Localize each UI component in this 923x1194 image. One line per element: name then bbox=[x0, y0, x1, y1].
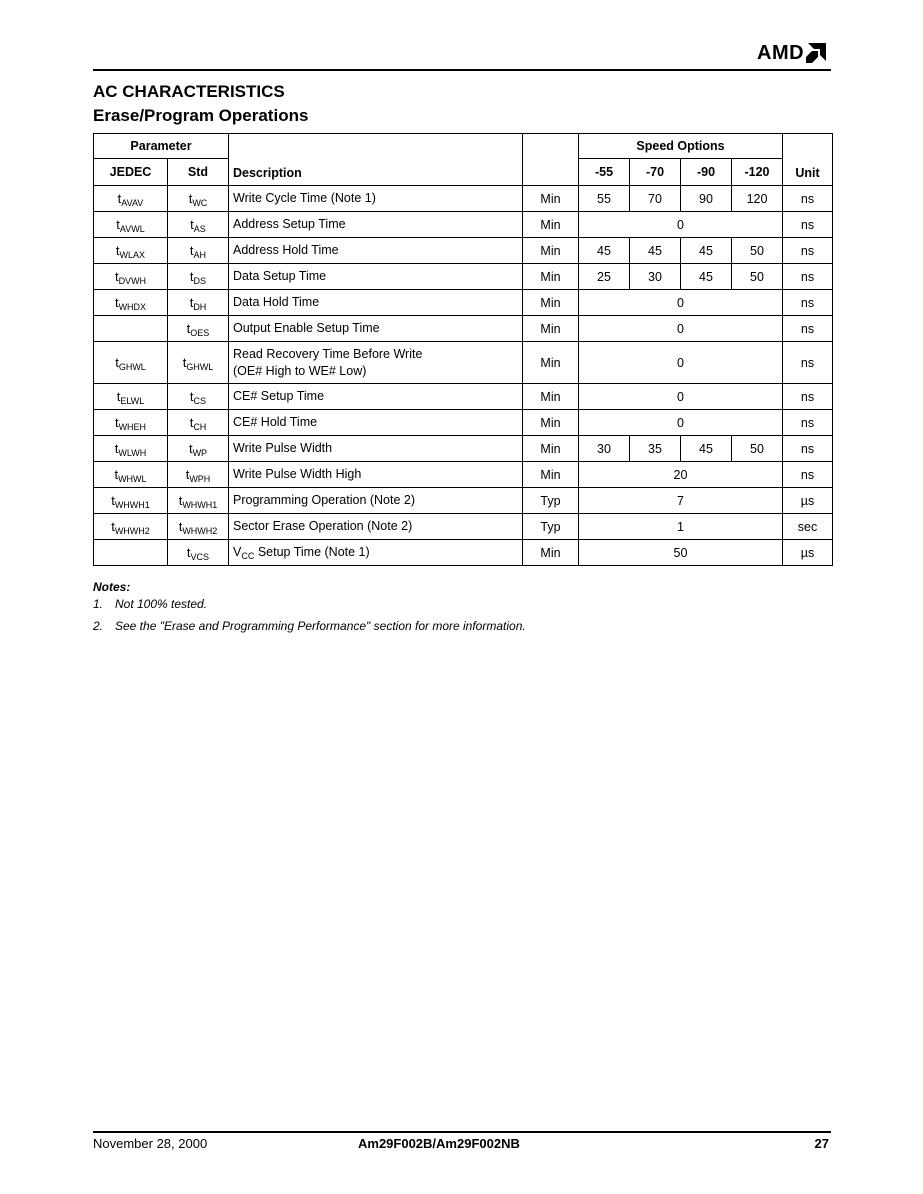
qualifier: Min bbox=[523, 212, 579, 238]
std-symbol: $t_{GHWL}$ bbox=[168, 342, 229, 384]
qualifier: Min bbox=[523, 540, 579, 566]
description: Programming Operation (Note 2) bbox=[229, 488, 523, 514]
table-row bbox=[94, 212, 833, 238]
jedec-symbol: $t_{WHEH}$ bbox=[94, 410, 168, 436]
unit: ns bbox=[783, 342, 833, 384]
value: 25 bbox=[579, 264, 630, 290]
footer-page-number: 27 bbox=[814, 1136, 829, 1151]
jedec-symbol: $t_{WHWH2}$ bbox=[94, 514, 168, 540]
qualifier: Min bbox=[523, 384, 579, 410]
value: 120 bbox=[732, 186, 783, 212]
value: 50 bbox=[732, 436, 783, 462]
ac-characteristics-table bbox=[93, 133, 833, 566]
jedec-symbol: $t_{WHDX}$ bbox=[94, 290, 168, 316]
footer-part-number: Am29F002B/Am29F002NB bbox=[358, 1136, 520, 1151]
unit: ns bbox=[783, 436, 833, 462]
unit: µs bbox=[783, 540, 833, 566]
value: 0 bbox=[579, 212, 783, 238]
speed-90-header: -90 bbox=[681, 159, 732, 186]
qualifier: Min bbox=[523, 410, 579, 436]
amd-arrow-icon bbox=[806, 43, 826, 63]
note-text: Not 100% tested. bbox=[115, 597, 208, 611]
value: 35 bbox=[630, 436, 681, 462]
description-header: Description bbox=[229, 134, 523, 186]
speed-120-header: -120 bbox=[732, 159, 783, 186]
jedec-symbol: $t_{AVWL}$ bbox=[94, 212, 168, 238]
table-row bbox=[94, 238, 833, 264]
unit: ns bbox=[783, 316, 833, 342]
parameter-header: Parameter bbox=[94, 134, 229, 159]
description: Sector Erase Operation (Note 2) bbox=[229, 514, 523, 540]
value: 30 bbox=[630, 264, 681, 290]
jedec-symbol: $t_{ELWL}$ bbox=[94, 384, 168, 410]
table-row bbox=[94, 342, 833, 384]
value: 45 bbox=[579, 238, 630, 264]
description: $V_{CC}$ Setup Time (Note 1) bbox=[229, 540, 523, 566]
note-item bbox=[93, 597, 526, 611]
description: Write Pulse Width High bbox=[229, 462, 523, 488]
jedec-symbol: $t_{WHWH1}$ bbox=[94, 488, 168, 514]
footer-rule bbox=[93, 1131, 831, 1133]
std-symbol: $t_{AH}$ bbox=[168, 238, 229, 264]
value: 90 bbox=[681, 186, 732, 212]
value: 45 bbox=[681, 264, 732, 290]
table-row bbox=[94, 462, 833, 488]
qualifier: Min bbox=[523, 290, 579, 316]
unit: µs bbox=[783, 488, 833, 514]
value: 45 bbox=[681, 238, 732, 264]
note-number: 2. bbox=[93, 619, 104, 633]
std-header: Std bbox=[168, 159, 229, 186]
page-title: AC CHARACTERISTICS bbox=[93, 82, 285, 101]
table-row bbox=[94, 384, 833, 410]
note-number: 1. bbox=[93, 597, 104, 611]
value: 50 bbox=[732, 264, 783, 290]
qualifier: Typ bbox=[523, 488, 579, 514]
unit: ns bbox=[783, 238, 833, 264]
table-row bbox=[94, 436, 833, 462]
std-symbol: $t_{WPH}$ bbox=[168, 462, 229, 488]
unit: ns bbox=[783, 290, 833, 316]
value: 0 bbox=[579, 410, 783, 436]
std-symbol: $t_{CH}$ bbox=[168, 410, 229, 436]
description: Data Hold Time bbox=[229, 290, 523, 316]
jedec-symbol: $t_{WLAX}$ bbox=[94, 238, 168, 264]
unit: sec bbox=[783, 514, 833, 540]
qualifier: Min bbox=[523, 316, 579, 342]
table-row bbox=[94, 264, 833, 290]
description-line-2: (OE# High to WE# Low) bbox=[233, 363, 367, 378]
jedec-symbol: $t_{WLWH}$ bbox=[94, 436, 168, 462]
qualifier: Min bbox=[523, 436, 579, 462]
table-row bbox=[94, 290, 833, 316]
table-row bbox=[94, 540, 833, 566]
jedec-symbol bbox=[94, 540, 168, 566]
std-symbol: $t_{OES}$ bbox=[168, 316, 229, 342]
value: 0 bbox=[579, 290, 783, 316]
qualifier: Min bbox=[523, 238, 579, 264]
value: 0 bbox=[579, 316, 783, 342]
note-item bbox=[93, 619, 526, 633]
std-symbol: $t_{WHWH1}$ bbox=[168, 488, 229, 514]
description: Write Pulse Width bbox=[229, 436, 523, 462]
description: Write Cycle Time (Note 1) bbox=[229, 186, 523, 212]
value: 70 bbox=[630, 186, 681, 212]
notes bbox=[93, 580, 526, 633]
unit: ns bbox=[783, 264, 833, 290]
description: Output Enable Setup Time bbox=[229, 316, 523, 342]
std-symbol: $t_{DH}$ bbox=[168, 290, 229, 316]
logo-text: AMD bbox=[757, 42, 805, 64]
unit-header: Unit bbox=[783, 134, 833, 186]
value: 0 bbox=[579, 342, 783, 384]
value: 50 bbox=[579, 540, 783, 566]
unit: ns bbox=[783, 384, 833, 410]
std-symbol: $t_{WC}$ bbox=[168, 186, 229, 212]
std-symbol: $t_{AS}$ bbox=[168, 212, 229, 238]
description bbox=[229, 342, 523, 384]
qualifier: Min bbox=[523, 342, 579, 384]
jedec-symbol: $t_{GHWL}$ bbox=[94, 342, 168, 384]
jedec-symbol: $t_{DVWH}$ bbox=[94, 264, 168, 290]
value: 1 bbox=[579, 514, 783, 540]
jedec-symbol bbox=[94, 316, 168, 342]
notes-title: Notes: bbox=[93, 580, 131, 594]
speed-55-header: -55 bbox=[579, 159, 630, 186]
header-rule bbox=[93, 69, 831, 71]
jedec-symbol: $t_{AVAV}$ bbox=[94, 186, 168, 212]
unit: ns bbox=[783, 212, 833, 238]
description: CE# Setup Time bbox=[229, 384, 523, 410]
note-text: See the "Erase and Programming Performance" section for more information. bbox=[115, 619, 526, 633]
unit: ns bbox=[783, 462, 833, 488]
value: 7 bbox=[579, 488, 783, 514]
unit: ns bbox=[783, 410, 833, 436]
value: 20 bbox=[579, 462, 783, 488]
qualifier: Typ bbox=[523, 514, 579, 540]
table-row bbox=[94, 316, 833, 342]
description: Address Hold Time bbox=[229, 238, 523, 264]
table-row bbox=[94, 514, 833, 540]
table-row bbox=[94, 488, 833, 514]
qualifier-header bbox=[523, 134, 579, 186]
value: 45 bbox=[630, 238, 681, 264]
unit: ns bbox=[783, 186, 833, 212]
value: 0 bbox=[579, 384, 783, 410]
qualifier: Min bbox=[523, 264, 579, 290]
qualifier: Min bbox=[523, 186, 579, 212]
speed-options-header: Speed Options bbox=[579, 134, 783, 159]
table-row bbox=[94, 186, 833, 212]
speed-70-header: -70 bbox=[630, 159, 681, 186]
table-row bbox=[94, 410, 833, 436]
description: Data Setup Time bbox=[229, 264, 523, 290]
amd-logo bbox=[757, 42, 826, 64]
value: 55 bbox=[579, 186, 630, 212]
page-subtitle: Erase/Program Operations bbox=[93, 106, 309, 125]
std-symbol: $t_{DS}$ bbox=[168, 264, 229, 290]
std-symbol: $t_{WHWH2}$ bbox=[168, 514, 229, 540]
std-symbol: $t_{WP}$ bbox=[168, 436, 229, 462]
description: Address Setup Time bbox=[229, 212, 523, 238]
value: 50 bbox=[732, 238, 783, 264]
std-symbol: $t_{VCS}$ bbox=[168, 540, 229, 566]
description: CE# Hold Time bbox=[229, 410, 523, 436]
footer-date: November 28, 2000 bbox=[93, 1136, 208, 1151]
value: 30 bbox=[579, 436, 630, 462]
jedec-symbol: $t_{WHWL}$ bbox=[94, 462, 168, 488]
jedec-header: JEDEC bbox=[94, 159, 168, 186]
value: 45 bbox=[681, 436, 732, 462]
description-line-1: Read Recovery Time Before Write bbox=[233, 346, 423, 361]
qualifier: Min bbox=[523, 462, 579, 488]
std-symbol: $t_{CS}$ bbox=[168, 384, 229, 410]
